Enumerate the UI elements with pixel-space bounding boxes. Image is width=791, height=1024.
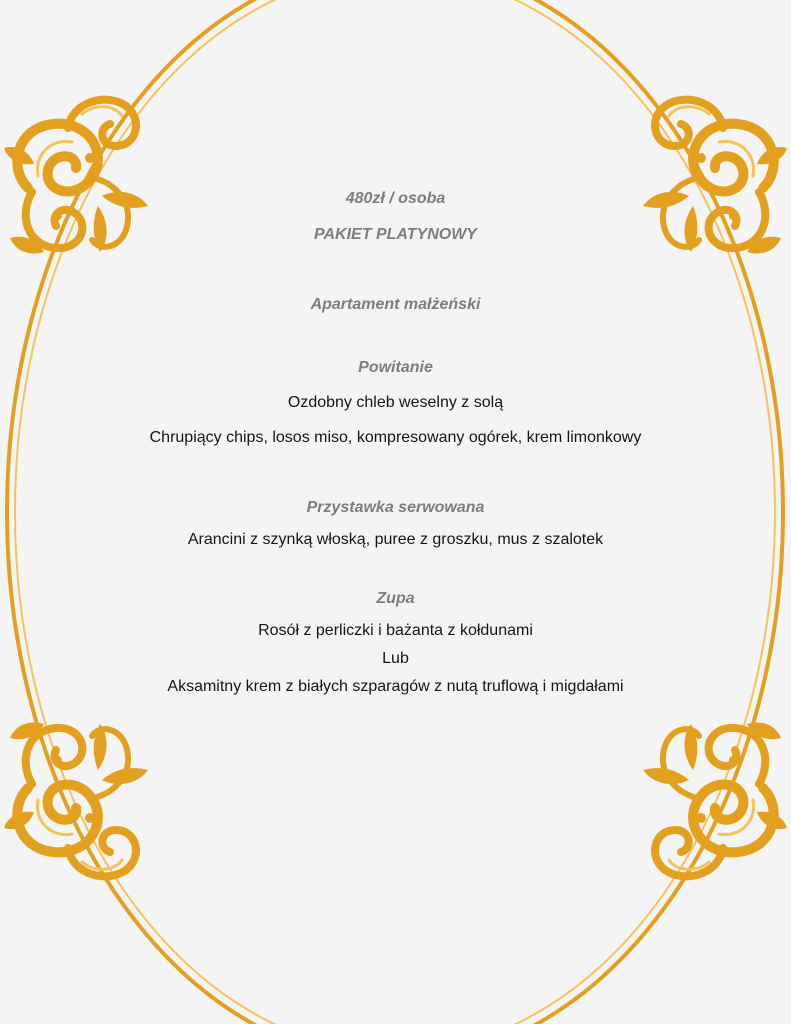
menu-item: Arancini z szynką włoską, puree z groszku, mus z szalotek — [187, 531, 604, 548]
room-title: Apartament małżeński — [310, 296, 481, 313]
section-heading: Zupa — [376, 590, 415, 607]
menu-item-separator: Lub — [382, 650, 409, 667]
package-title: PAKIET PLATYNOWY — [314, 226, 477, 243]
menu-item: Chrupiący chips, losos miso, kompresowany ogórek, krem limonkowy — [149, 429, 642, 446]
section-heading: Przystawka serwowana — [306, 499, 485, 516]
price-per-person: 480zł / osoba — [345, 190, 446, 207]
menu-item: Rosół z perliczki i bażanta z kołdunami — [258, 622, 533, 639]
menu-item: Aksamitny krem z białych szparagów z nutą truflową i migdałami — [167, 678, 624, 695]
section-heading: Powitanie — [358, 359, 433, 376]
menu-item: Ozdobny chleb weselny z solą — [287, 394, 504, 411]
